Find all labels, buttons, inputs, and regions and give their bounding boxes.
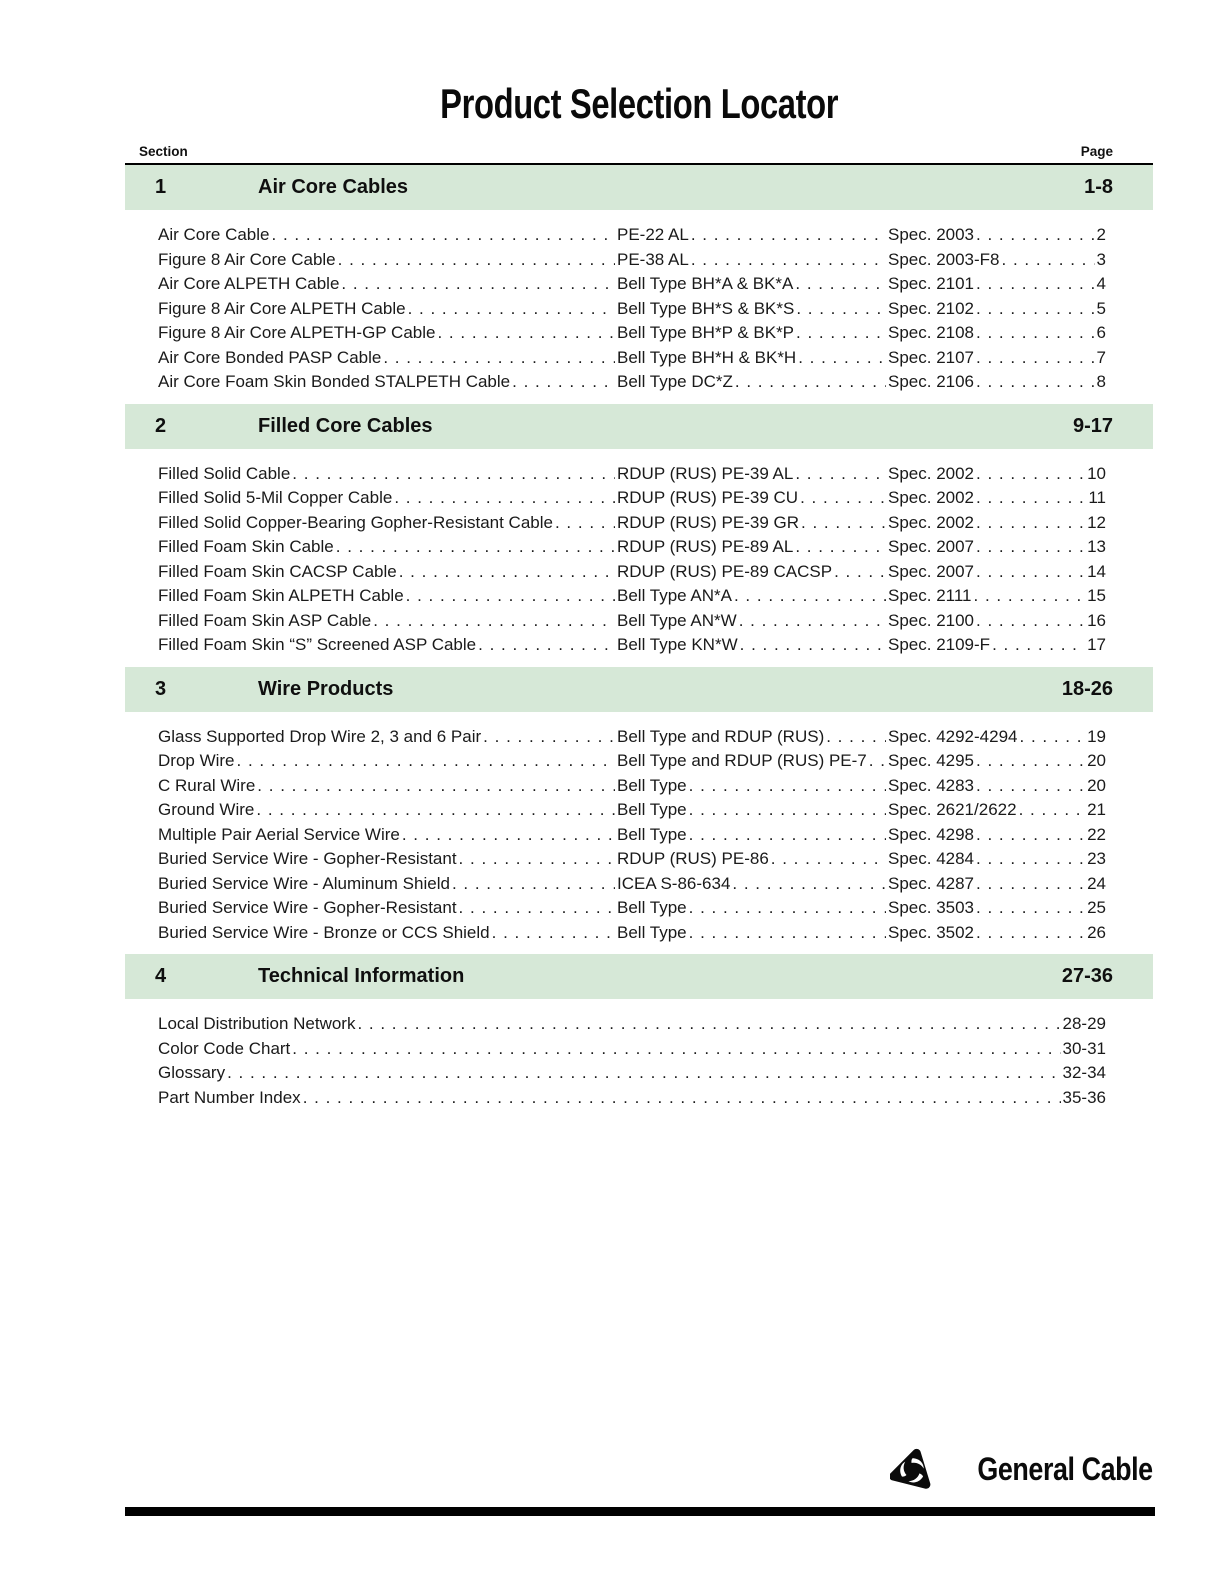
dot-leader (732, 872, 886, 897)
entry-name: Filled Foam Skin ASP Cable (158, 610, 372, 630)
dot-leader (492, 921, 615, 946)
entry-page: 35-36 (1062, 1087, 1106, 1107)
bottom-rule-bar (125, 1507, 1155, 1516)
section-header-bar (125, 404, 1153, 449)
entry-name: Ground Wire (158, 800, 255, 819)
section-title: Filled Core Cables (258, 414, 433, 437)
dot-leader (976, 511, 1085, 536)
toc-entry (158, 798, 1106, 823)
entry-page: 14 (1087, 561, 1106, 581)
entry-type: Bell Type BH*H & BK*H (617, 347, 797, 367)
dot-leader (689, 798, 886, 823)
entry-type: Bell Type (617, 922, 687, 942)
dot-leader (735, 370, 886, 395)
entry-type: PE-38 AL (617, 249, 689, 269)
entry-type: RDUP (RUS) PE-39 AL (617, 463, 794, 483)
dot-leader (357, 1012, 1060, 1037)
dot-leader (691, 223, 886, 248)
entry-type: PE-22 AL (617, 225, 689, 244)
dot-leader (237, 749, 615, 774)
entry-name: Filled Solid Cable (158, 463, 291, 483)
dot-leader (1019, 798, 1086, 823)
section-column-label: Section (139, 144, 188, 159)
toc-entry (158, 921, 1106, 946)
column-headers (125, 138, 1153, 163)
toc-entry (158, 774, 1106, 799)
dot-leader (689, 896, 886, 921)
toc-section (125, 667, 1153, 955)
toc-entry (158, 223, 1106, 248)
dot-leader (976, 223, 1095, 248)
dot-leader (976, 872, 1085, 897)
dot-leader (689, 921, 886, 946)
dot-leader (740, 633, 886, 658)
toc-sections (125, 165, 1153, 1119)
entry-name: Figure 8 Air Core Cable (158, 249, 336, 269)
section-number: 1 (155, 176, 167, 198)
toc-entry (158, 462, 1106, 487)
entry-spec: Spec. 3503 (888, 898, 975, 917)
toc-entry (158, 297, 1106, 322)
toc-entry (158, 560, 1106, 585)
dot-leader (976, 321, 1095, 346)
dot-leader (689, 823, 886, 848)
dot-leader (976, 370, 1095, 395)
entry-spec: Spec. 2111 (888, 586, 972, 605)
entry-name: Air Core Cable (158, 225, 270, 244)
general-cable-logo-icon (890, 1447, 935, 1492)
entry-spec: Spec. 4284 (888, 849, 975, 868)
entry-type: Bell Type AN*A (617, 586, 732, 605)
dot-leader (1020, 725, 1086, 750)
section-header-bar (125, 954, 1153, 999)
entry-name: Filled Foam Skin ALPETH Cable (158, 586, 404, 605)
dot-leader (459, 896, 615, 921)
entry-page: 17 (1087, 635, 1106, 654)
dot-leader (452, 872, 615, 897)
toc-section (125, 165, 1153, 404)
dot-leader (227, 1061, 1060, 1086)
toc-section (125, 954, 1153, 1119)
dot-leader (796, 321, 886, 346)
toc-entry (158, 749, 1106, 774)
entry-page: 5 (1096, 298, 1106, 318)
entry-type: RDUP (RUS) PE-39 GR (617, 512, 799, 532)
toc-entry (158, 1012, 1106, 1037)
entry-spec: Spec. 2109-F (888, 635, 991, 654)
dot-leader (826, 725, 886, 750)
section-page-range: 27-36 (1061, 965, 1113, 987)
entry-spec: Spec. 4287 (888, 873, 975, 893)
entry-spec: Spec. 2002 (888, 512, 975, 532)
toc-entry (158, 633, 1106, 658)
section-page-range: 9-17 (1072, 414, 1113, 437)
dot-leader (976, 921, 1085, 946)
toc-entry (158, 847, 1106, 872)
dot-leader (976, 535, 1085, 560)
dot-leader (406, 584, 615, 609)
section-entries (125, 210, 1153, 404)
content-area (125, 0, 1153, 1119)
entry-type: Bell Type AN*W (617, 610, 737, 630)
dot-leader (976, 272, 1095, 297)
section-number: 4 (155, 965, 167, 987)
dot-leader (336, 535, 615, 560)
entry-type: Bell Type BH*S & BK*S (617, 298, 795, 318)
dot-leader (1002, 248, 1095, 273)
entry-page: 28-29 (1062, 1014, 1106, 1033)
entry-spec: Spec. 2102 (888, 298, 975, 318)
entry-page: 11 (1088, 488, 1106, 507)
section-number: 3 (155, 677, 167, 700)
entry-type: RDUP (RUS) PE-39 CU (617, 488, 799, 507)
brand-name: General Cable (977, 1451, 1153, 1487)
entry-name: Buried Service Wire - Bronze or CCS Shield (158, 922, 490, 942)
dot-leader (555, 511, 615, 536)
entry-page: 23 (1087, 849, 1106, 868)
entry-type: RDUP (RUS) PE-89 AL (617, 537, 794, 556)
toc-entry (158, 584, 1106, 609)
entry-spec: Spec. 2007 (888, 561, 975, 581)
entry-name: Color Code Chart (158, 1038, 291, 1058)
entry-page: 21 (1087, 800, 1106, 819)
entry-name: Buried Service Wire - Gopher-Resistant (158, 898, 457, 917)
entry-name: C Rural Wire (158, 775, 256, 795)
entry-name: Filled Foam Skin “S” Screened ASP Cable (158, 635, 477, 654)
dot-leader (408, 297, 615, 322)
entry-page: 15 (1087, 586, 1106, 605)
dot-leader (869, 749, 886, 774)
entry-name: Filled Foam Skin Cable (158, 537, 334, 556)
toc-entry (158, 609, 1106, 634)
entry-spec: Spec. 2106 (888, 372, 975, 391)
brand-logo (890, 1447, 1153, 1492)
entry-name: Air Core ALPETH Cable (158, 274, 340, 293)
entry-spec: Spec. 2007 (888, 537, 975, 556)
section-entries (125, 999, 1153, 1119)
entry-page: 13 (1087, 537, 1106, 556)
dot-leader (976, 847, 1085, 872)
entry-name: Multiple Pair Aerial Service Wire (158, 824, 400, 844)
entry-spec: Spec. 4298 (888, 824, 975, 844)
section-entries (125, 712, 1153, 955)
entry-spec: Spec. 2107 (888, 347, 975, 367)
toc-entry (158, 511, 1106, 536)
entry-spec: Spec. 2003-F8 (888, 249, 1000, 269)
entry-page: 6 (1096, 323, 1106, 342)
toc-entry (158, 535, 1106, 560)
entry-name: Filled Solid 5-Mil Copper Cable (158, 488, 393, 507)
dot-leader (437, 321, 615, 346)
dot-leader (798, 346, 886, 371)
dot-leader (338, 248, 615, 273)
entry-type: Bell Type (617, 775, 687, 795)
dot-leader (992, 633, 1085, 658)
dot-leader (976, 609, 1085, 634)
entry-spec: Spec. 2101 (888, 274, 975, 293)
entry-name: Figure 8 Air Core ALPETH Cable (158, 298, 406, 318)
toc-entry (158, 1061, 1106, 1086)
entry-spec: Spec. 2108 (888, 323, 975, 342)
entry-type: RDUP (RUS) PE-89 CACSP (617, 561, 833, 581)
entry-type: Bell Type (617, 898, 687, 917)
entry-type: Bell Type BH*A & BK*A (617, 274, 794, 293)
toc-entry (158, 1086, 1106, 1111)
entry-name: Filled Foam Skin CACSP Cable (158, 561, 397, 581)
dot-leader (976, 486, 1086, 511)
dot-leader (459, 847, 615, 872)
entry-type: Bell Type (617, 824, 687, 844)
dot-leader (795, 272, 886, 297)
toc-entry (158, 370, 1106, 395)
title-block (125, 0, 1153, 138)
toc-entry (158, 248, 1106, 273)
entry-name: Figure 8 Air Core ALPETH-GP Cable (158, 323, 436, 342)
entry-name: Air Core Bonded PASP Cable (158, 347, 382, 367)
entry-page: 3 (1096, 249, 1106, 269)
entry-type: ICEA S-86-634 (617, 873, 731, 893)
entry-spec: Spec. 2621/2622 (888, 800, 1017, 819)
dot-leader (796, 297, 886, 322)
entry-name: Part Number Index (158, 1087, 301, 1107)
dot-leader (399, 560, 615, 585)
entry-type: Bell Type DC*Z (617, 372, 733, 391)
entry-page: 22 (1087, 824, 1106, 844)
entry-name: Air Core Foam Skin Bonded STALPETH Cable (158, 372, 511, 391)
toc-entry (158, 1037, 1106, 1062)
section-number: 2 (155, 414, 167, 437)
dot-leader (402, 823, 615, 848)
entry-spec: Spec. 2100 (888, 610, 975, 630)
entry-name: Buried Service Wire - Aluminum Shield (158, 873, 450, 893)
dot-leader (974, 584, 1086, 609)
dot-leader (976, 823, 1085, 848)
entry-page: 16 (1087, 610, 1106, 630)
toc-entry (158, 346, 1106, 371)
dot-leader (478, 633, 615, 658)
dot-leader (739, 609, 886, 634)
section-entries (125, 449, 1153, 667)
entry-page: 8 (1096, 372, 1106, 391)
dot-leader (976, 774, 1085, 799)
entry-spec: Spec. 4283 (888, 775, 975, 795)
dot-leader (795, 462, 886, 487)
entry-name: Drop Wire (158, 751, 235, 770)
dot-leader (976, 560, 1085, 585)
dot-leader (689, 774, 886, 799)
dot-leader (512, 370, 615, 395)
entry-page: 4 (1096, 274, 1106, 293)
section-page-range: 18-26 (1061, 677, 1113, 700)
dot-leader (800, 486, 886, 511)
dot-leader (483, 725, 615, 750)
entry-page: 2 (1096, 225, 1106, 244)
section-header-bar (125, 667, 1153, 712)
entry-spec: Spec. 2003 (888, 225, 975, 244)
entry-page: 25 (1087, 898, 1106, 917)
toc-entry (158, 486, 1106, 511)
entry-type: Bell Type BH*P & BK*P (617, 323, 795, 342)
dot-leader (341, 272, 615, 297)
toc-entry (158, 272, 1106, 297)
toc-section (125, 404, 1153, 667)
entry-page: 20 (1087, 751, 1106, 770)
entry-name: Buried Service Wire - Gopher-Resistant (158, 849, 457, 868)
dot-leader (976, 462, 1085, 487)
section-header-bar (125, 165, 1153, 210)
section-title: Air Core Cables (258, 176, 409, 198)
toc-entry (158, 872, 1106, 897)
toc-entry (158, 823, 1106, 848)
entry-spec: Spec. 2002 (888, 488, 975, 507)
dot-leader (976, 346, 1095, 371)
entry-name: Glossary (158, 1063, 226, 1082)
dot-leader (795, 535, 886, 560)
entry-type: Bell Type and RDUP (RUS) PE-7 (617, 751, 867, 770)
page-title: Product Selection Locator (440, 80, 838, 127)
entry-spec: Spec. 2002 (888, 463, 975, 483)
entry-spec: Spec. 4295 (888, 751, 975, 770)
dot-leader (256, 798, 615, 823)
dot-leader (394, 486, 615, 511)
dot-leader (292, 462, 615, 487)
dot-leader (373, 609, 615, 634)
dot-leader (801, 511, 886, 536)
entry-name: Filled Solid Copper-Bearing Gopher-Resistant Cable (158, 512, 553, 532)
section-title: Technical Information (258, 965, 465, 987)
section-page-range: 1-8 (1084, 176, 1113, 198)
entry-page: 10 (1087, 463, 1106, 483)
dot-leader (292, 1037, 1060, 1062)
entry-page: 32-34 (1062, 1063, 1106, 1082)
entry-type: Bell Type KN*W (617, 635, 738, 654)
entry-type: Bell Type (617, 800, 687, 819)
entry-page: 19 (1087, 726, 1106, 746)
dot-leader (734, 584, 886, 609)
entry-type: RDUP (RUS) PE-86 (617, 849, 769, 868)
dot-leader (834, 560, 886, 585)
entry-spec: Spec. 4292-4294 (888, 726, 1018, 746)
dot-leader (771, 847, 886, 872)
dot-leader (691, 248, 886, 273)
entry-name: Local Distribution Network (158, 1014, 356, 1033)
entry-page: 26 (1087, 922, 1106, 942)
dot-leader (383, 346, 615, 371)
entry-name: Glass Supported Drop Wire 2, 3 and 6 Pair (158, 726, 482, 746)
dot-leader (976, 749, 1085, 774)
entry-page: 7 (1096, 347, 1106, 367)
dot-leader (272, 223, 616, 248)
dot-leader (257, 774, 615, 799)
entry-page: 12 (1087, 512, 1106, 532)
entry-page: 24 (1087, 873, 1106, 893)
dot-leader (976, 297, 1095, 322)
section-title: Wire Products (258, 677, 394, 700)
entry-page: 30-31 (1062, 1038, 1106, 1058)
toc-entry (158, 321, 1106, 346)
dot-leader (976, 896, 1085, 921)
entry-spec: Spec. 3502 (888, 922, 975, 942)
page-column-label: Page (1080, 144, 1113, 159)
toc-entry (158, 896, 1106, 921)
entry-page: 20 (1087, 775, 1106, 795)
dot-leader (303, 1086, 1061, 1111)
entry-type: Bell Type and RDUP (RUS) (617, 726, 825, 746)
toc-entry (158, 725, 1106, 750)
